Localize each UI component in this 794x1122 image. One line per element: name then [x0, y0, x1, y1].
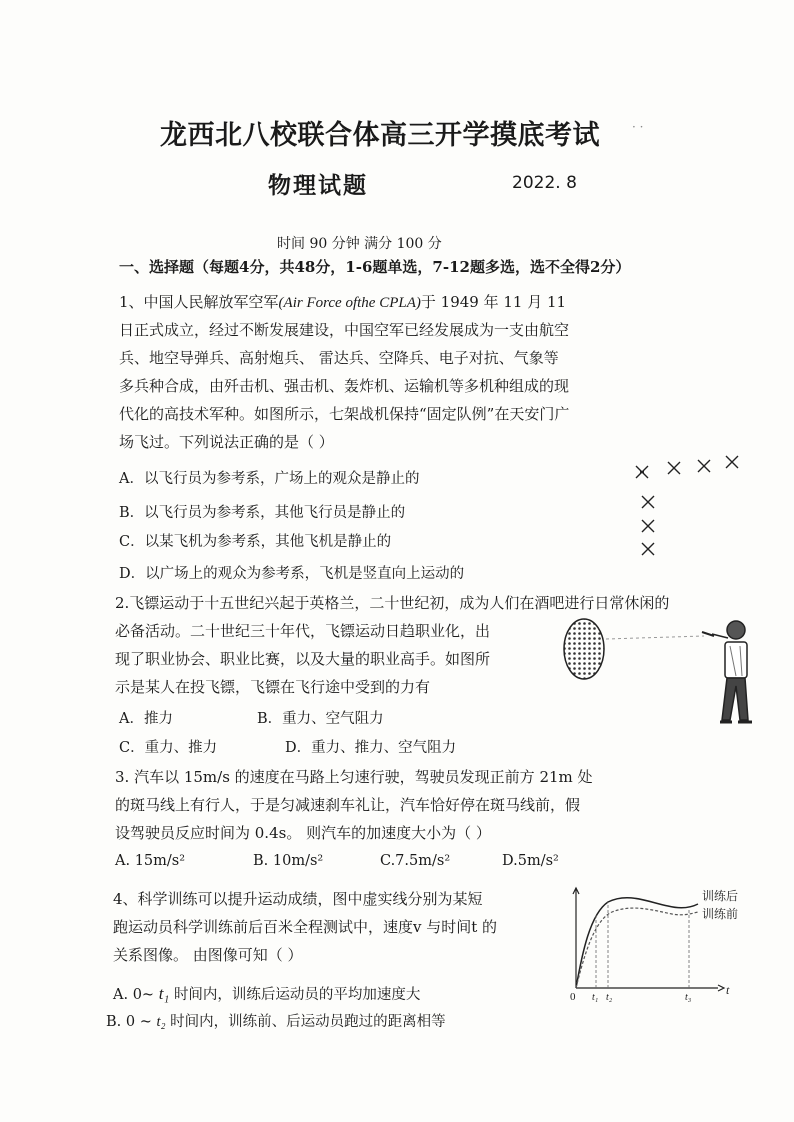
q2-line-2: 必备活动。二十世纪三十年代，飞镖运动日趋职业化，出	[115, 622, 491, 640]
q3-line-3: 设驾驶员反应时间为 0.4s。 则汽车的加速度大小为（ ）	[115, 824, 491, 842]
person-throwing-icon	[702, 621, 752, 722]
q1-line-5: 代化的高技术军种。如图所示，七架战机保持“固定队例”在天安门广	[119, 405, 570, 423]
q2-option-b: B．重力、空气阻力	[257, 711, 384, 727]
q2-option-c: C．重力、推力	[119, 740, 218, 756]
q4-option-a	[113, 983, 420, 1004]
q1-option-b: B．以飞行员为参考系，其他飞行员是静止的	[119, 505, 406, 521]
q1-line-6: 场飞过。下列说法正确的是（ ）	[119, 433, 334, 451]
q1-line-2: 日正式成立，经过不断发展建设，中国空军已经发展成为一支由航空	[119, 321, 570, 339]
label-before-training: 训练前	[702, 907, 739, 921]
jet-icon	[668, 462, 680, 474]
curve-after-training	[576, 898, 698, 988]
q4-line-1: 4、科学训练可以提升运动成绩，图中虚实线分别为某短	[113, 890, 483, 908]
q3-line-2: 的斑马线上有行人，于是匀减速刹车礼让，汽车恰好停在斑马线前，假	[115, 796, 581, 814]
q4-line-3: 关系图像。 由图像可知（ ）	[113, 946, 303, 964]
dart-path-line	[606, 636, 704, 639]
dartboard-icon	[564, 619, 604, 679]
q1-option-d: D．以广场上的观众为参考系，飞机是竖直向上运动的	[119, 566, 465, 582]
scan-specks: · ·	[632, 120, 644, 134]
q2-option-a: A．推力	[119, 711, 173, 727]
q3-line-1: 3. 汽车以 15m/s 的速度在马路上匀速行驶，驾驶员发现正前方 21m 处	[115, 768, 593, 786]
subject-title: 物理试题	[268, 172, 368, 199]
q2-option-d: D．重力、推力、空气阻力	[285, 740, 457, 756]
jet-icon	[642, 520, 654, 532]
origin-label: 0	[570, 991, 576, 1003]
jet-icon	[642, 496, 654, 508]
q1-english-name: (Air Force ofthe CPLA)	[278, 295, 421, 311]
label-after-training: 训练后	[702, 889, 739, 903]
q1-line-3: 兵、地空导弹兵、高射炮兵、 雷达兵、空降兵、电子对抗、气象等	[119, 349, 559, 367]
q4-option-a-t1: t₁	[158, 984, 170, 1003]
q1-option-c: C．以某飞机为参考系，其他飞机是静止的	[119, 534, 392, 550]
dart-thrower-figure	[562, 616, 762, 736]
velocity-time-graph	[568, 884, 754, 1006]
section-heading: 一、选择题（每题4分，共48分，1-6题单选，7-12题多选，选不全得2分）	[119, 258, 631, 276]
t-axis-arrow-icon	[718, 985, 724, 991]
q4-option-a-post: 时间内，训练后运动员的平均加速度大	[173, 987, 421, 1003]
q4-line-2: 跑运动员科学训练前后百米全程测试中，速度v 与时间t 的	[113, 918, 498, 936]
q4-option-a-pre: A. 0~	[113, 987, 155, 1003]
t2-label: t₂	[606, 992, 613, 1003]
t3-label: t₃	[685, 992, 692, 1003]
jet-icon	[642, 543, 654, 555]
q1-line-1	[119, 291, 566, 312]
q4-option-b-post: 时间内，训练前、后运动员跑过的距离相等	[170, 1014, 446, 1030]
q3-option-d: D.5m/s²	[502, 853, 559, 869]
t-axis-label: t	[726, 983, 730, 997]
q2-line-1: 2.飞镖运动于十五世纪兴起于英格兰，二十世纪初，成为人们在酒吧进行日常休闲的	[115, 594, 670, 612]
q3-option-c: C.7.5m/s²	[380, 853, 451, 869]
q1-text-post: 于 1949 年 11 月 11	[420, 293, 567, 311]
q4-option-b	[106, 1010, 446, 1031]
jet-icon	[726, 456, 738, 468]
jet-icon	[636, 466, 648, 478]
jet-icon	[698, 460, 710, 472]
t1-label: t₁	[592, 992, 599, 1003]
q2-line-4: 示是某人在投飞镖，飞镖在飞行途中受到的力有	[115, 678, 431, 696]
exam-date: 2022. 8	[512, 173, 577, 193]
q1-text-pre: 1、中国人民解放军空军	[119, 293, 279, 311]
time-info: 时间 90 分钟 满分 100 分	[277, 236, 442, 252]
jet-formation-figure	[632, 452, 742, 562]
q2-line-3: 现了职业协会、职业比赛，以及大量的职业高手。如图所	[115, 650, 491, 668]
q3-option-b: B. 10m/s²	[253, 853, 324, 869]
q1-option-a: A．以飞行员为参考系，广场上的观众是静止的	[119, 471, 420, 487]
q1-line-4: 多兵种合成，由歼击机、强击机、轰炸机、运输机等多机种组成的现	[119, 377, 570, 395]
q4-option-b-t2: t₂	[156, 1014, 166, 1030]
q3-option-a: A. 15m/s²	[115, 853, 186, 869]
exam-title: 龙西北八校联合体高三开学摸底考试	[160, 120, 600, 151]
q4-option-b-pre: B. 0 ~	[106, 1014, 152, 1030]
